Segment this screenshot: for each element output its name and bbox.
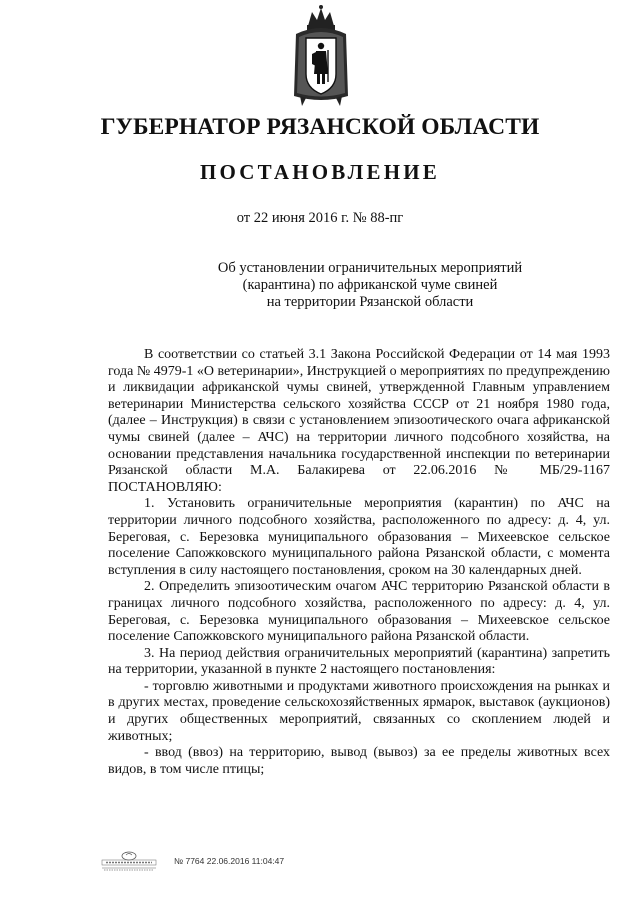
ryazan-coat-of-arms-icon xyxy=(290,4,352,108)
paragraph-item-2: 2. Определить эпизоотическим очагом АЧС территорию Рязанской области в границах личного подсобного хозяйства, расположенного по адресу: д. 4, ул. Береговая, с. Березовка муниципального образования – Михеевское сельское поселение Сапожковского муниципального района Рязанской области. xyxy=(108,579,610,645)
printing-stamp-icon xyxy=(100,850,158,872)
subject-line-3: на территории Рязанской области xyxy=(266,294,474,310)
paragraph-item-1: 1. Установить ограничительные мероприятия (карантин) по АЧС на территории личного подсобного хозяйства, расположенного по адресу: д. 4, ул. Береговая, с. Березовка муниципального образования – Михеевское сельское поселение Сапожковского муниципального района Рязанской области, с момента вступления в силу настоящего постановления, сроком на 30 календарных дней. xyxy=(108,496,610,578)
subject-line-2: (карантина) по африканской чуме свиней xyxy=(242,277,498,293)
paragraph-preamble: В соответствии со статьей 3.1 Закона Российской Федерации от 14 мая 1993 года № 4979-1 «О ветеринарии», Инструкцией о мероприятиях по предупреждению и ликвидации африканской чумы свиней, утвержденной Главным управлением ветеринарии Министерства сельского хозяйства СССР от 21 ноября 1980 года, (далее – Инструкция) в связи с установлением эпизоотического очага африканской чумы свиней (далее – АЧС) на территории личного подсобного хозяйства, на основании представления начальника государственной инспекции по ветеринарии Рязанской области М.А. Балакирева от 22.06.2016 № МБ/29-1167 ПОСТАНОВЛЯЮ: xyxy=(108,347,610,495)
paragraph-item-3-trade: - торговлю животными и продуктами животного происхождения на рынках и в других местах, проведение сельскохозяйственных ярмарок, выставок (аукционов) и других общественных мероприятий, связанных со скоплением людей и животных; xyxy=(108,678,610,744)
print-footer xyxy=(100,850,360,872)
paragraph-item-3: 3. На период действия ограничительных мероприятий (карантина) запретить на территории, указанной в пункте 2 настоящего постановления: xyxy=(108,645,610,678)
document-kind: ПОСТАНОВЛЕНИЕ xyxy=(199,160,441,184)
print-registration-info: № 7764 22.06.2016 11:04:47 xyxy=(174,856,285,866)
subject-line-1: Об установлении ограничительных мероприятий xyxy=(217,260,523,276)
document-body xyxy=(108,347,610,778)
document-subject xyxy=(190,260,550,311)
governor-title: ГУБЕРНАТОР РЯЗАНСКОЙ ОБЛАСТИ xyxy=(100,114,540,140)
document-date-number: от 22 июня 2016 г. № 88-пг xyxy=(236,210,404,226)
paragraph-item-3-transport: - ввод (ввоз) на территорию, вывод (вывоз) за ее пределы животных всех видов, в том числе птицы; xyxy=(108,745,610,777)
